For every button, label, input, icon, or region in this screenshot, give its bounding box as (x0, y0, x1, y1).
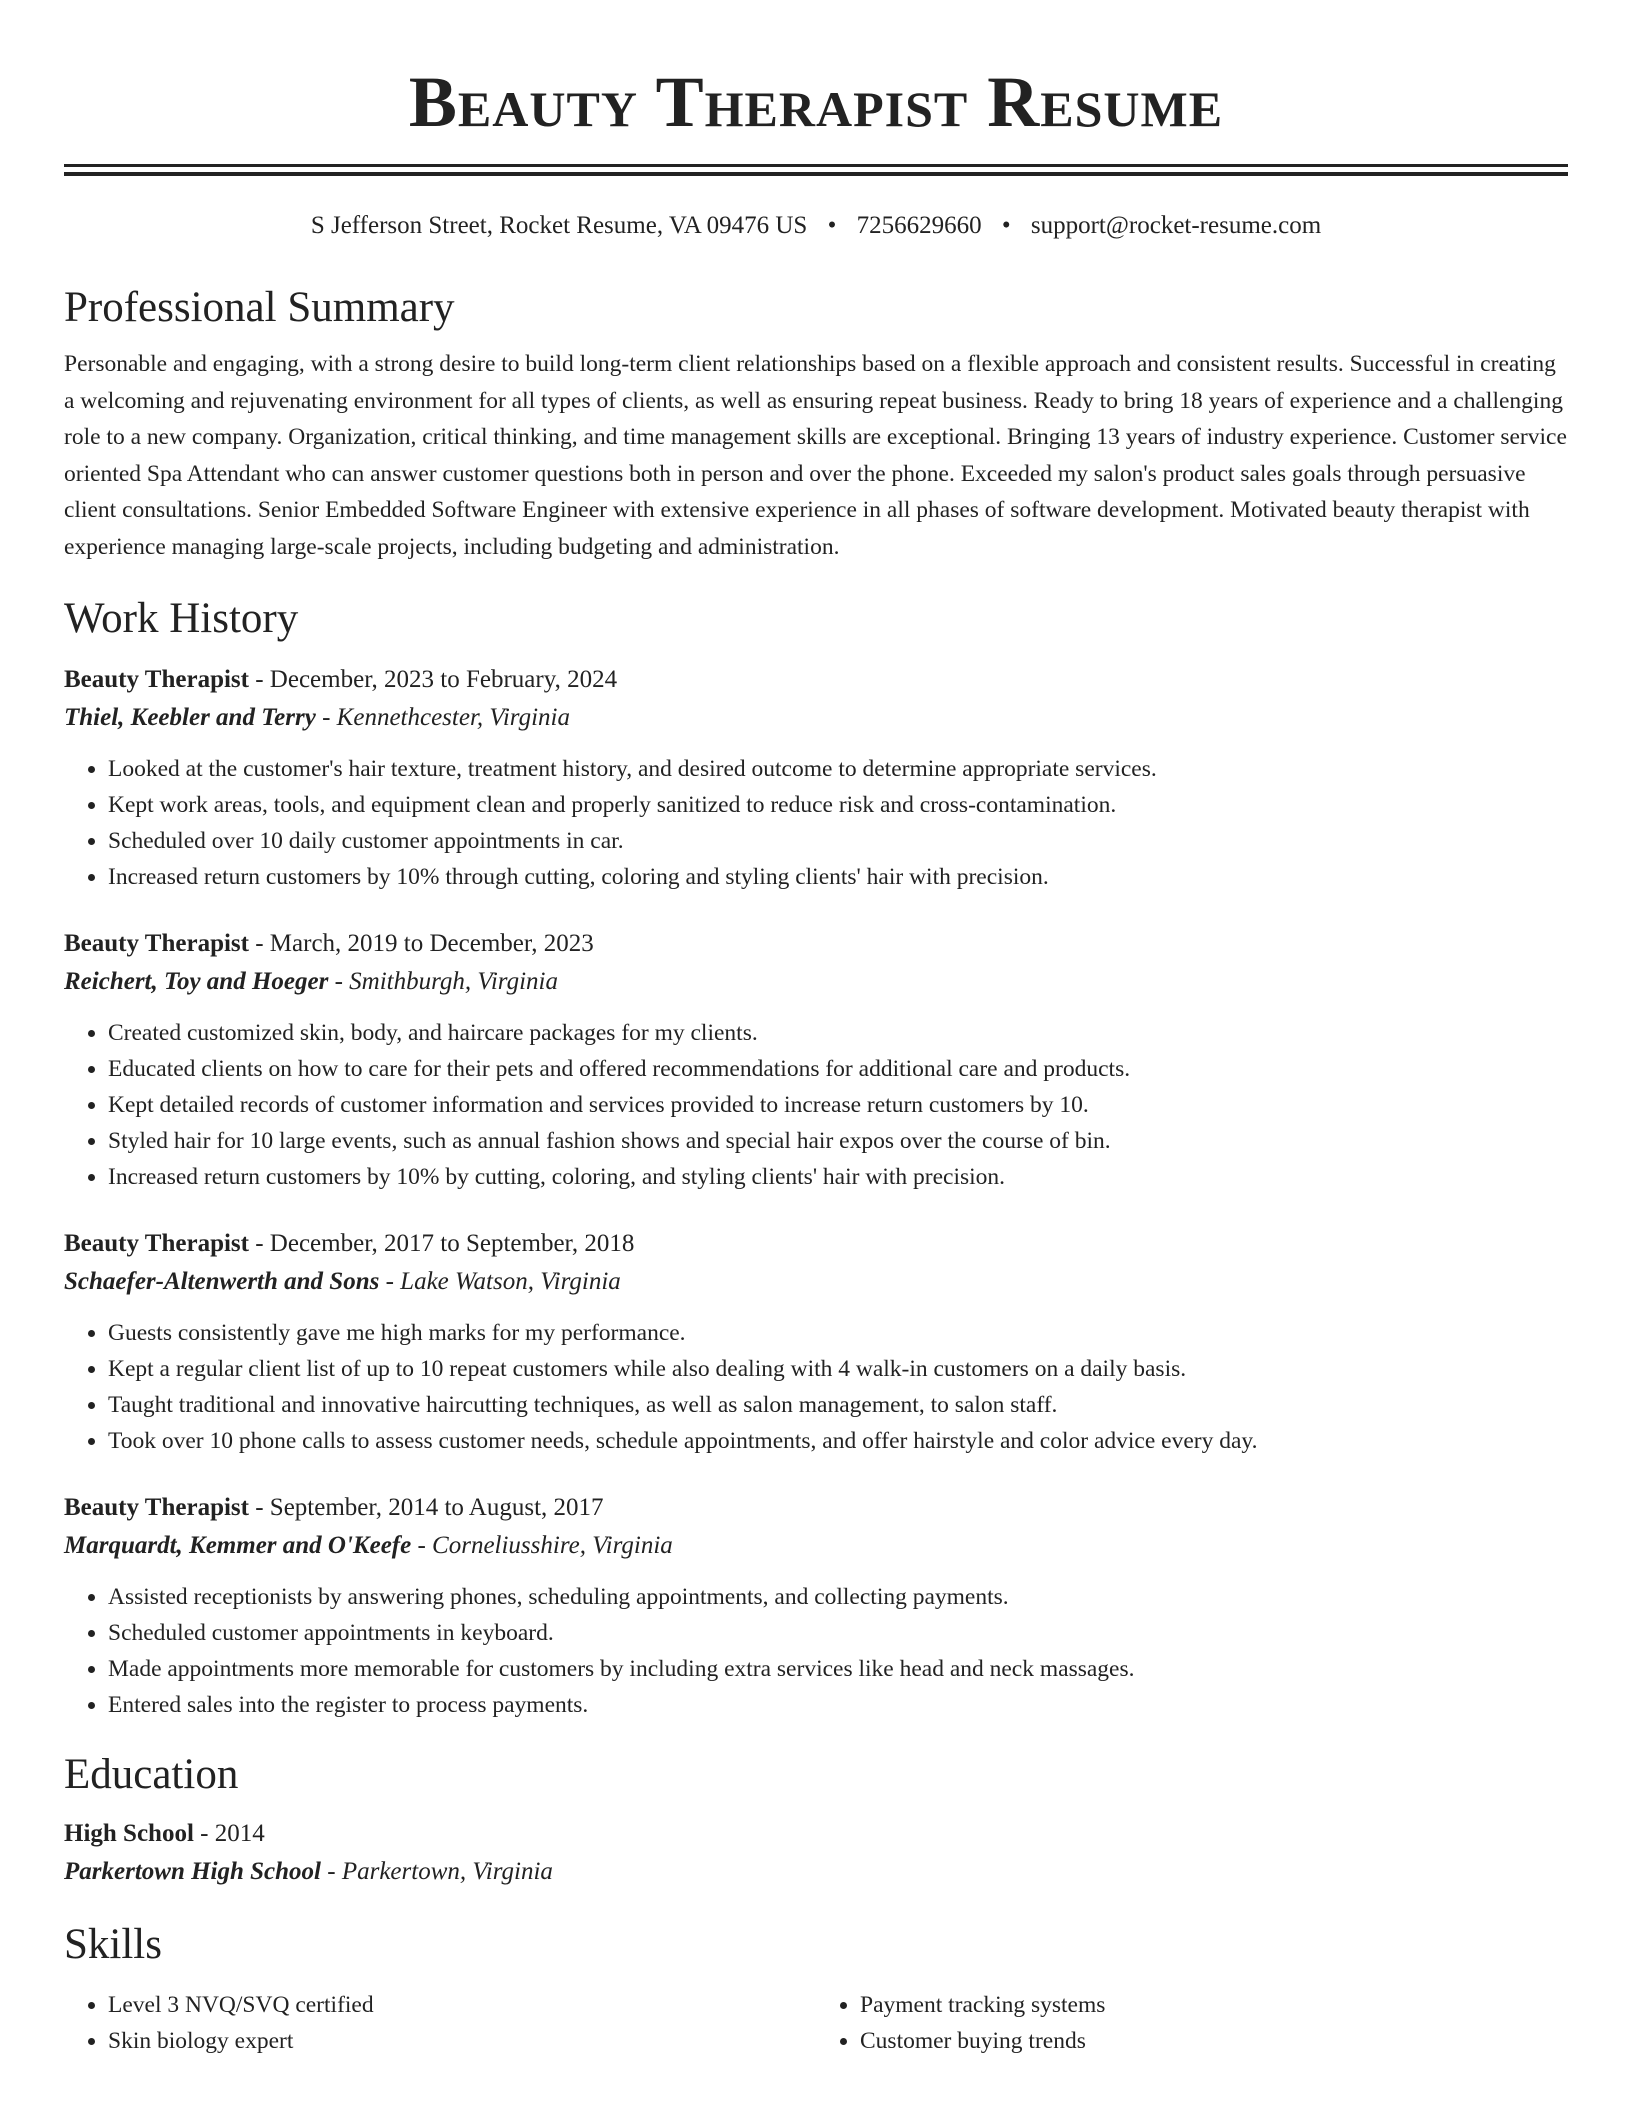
job-entry (64, 1489, 1568, 1723)
list-item: • Assisted receptionists by answering phones, scheduling appointments, and collecting payments. (108, 1579, 1568, 1615)
work-history-heading: Work History (64, 595, 299, 642)
list-item: • Kept detailed records of customer information and services provided to increase return customers by 10. (108, 1087, 1568, 1123)
education-heading: Education (64, 1751, 239, 1798)
summary-heading: Professional Summary (64, 284, 455, 331)
job-entry (64, 925, 1568, 1195)
resume-page (64, 0, 1568, 2059)
skill-item: • Skin biology expert (108, 2023, 816, 2059)
resume-title: Beauty Therapist Resume (408, 62, 1224, 142)
list-item: • Looked at the customer's hair texture, treatment history, and desired outcome to determine appropriate services. (108, 751, 1568, 787)
education-school: Parkertown High School (64, 1858, 321, 1885)
skill-item: • Payment tracking systems (860, 1987, 1568, 2023)
list-item: • Kept a regular client list of up to 10 repeat customers while also dealing with 4 walk-in customers on a daily basis. (108, 1351, 1568, 1387)
job-dates: - December, 2023 to February, 2024 (248, 666, 618, 693)
list-item: • Educated clients on how to care for their pets and offered recommendations for additional care and products. (108, 1051, 1568, 1087)
job-company: Schaefer-Altenwerth and Sons (64, 1268, 380, 1295)
list-item: • Increased return customers by 10% by cutting, coloring, and styling clients' hair with precision. (108, 1159, 1568, 1195)
job-title-line (64, 925, 1568, 963)
list-item: • Taught traditional and innovative haircutting techniques, as well as salon management, to salon staff. (108, 1387, 1568, 1423)
job-company-line (64, 1263, 1568, 1301)
list-item: • Created customized skin, body, and haircare packages for my clients. (108, 1015, 1568, 1051)
job-bullets (64, 1579, 1568, 1723)
job-company: Thiel, Keebler and Terry (64, 704, 316, 731)
job-dates: - September, 2014 to August, 2017 (248, 1494, 604, 1521)
contact-separator: • (827, 212, 837, 239)
list-item: • Made appointments more memorable for customers by including extra services like head and neck massages. (108, 1651, 1568, 1687)
skill-item: • Customer buying trends (860, 2023, 1568, 2059)
job-location: - Corneliusshire, Virginia (411, 1532, 673, 1559)
summary-text: Personable and engaging, with a strong desire to build long-term client relationships based on a flexible approach and consistent results. Successful in creating a welcoming and rejuvenating environment for all types of clients, as well as ensuring repeat business. Ready to bring 18 years of experience and a challenging role to a new company. Organization, critical thinking, and time management skills are exceptional. Bringing 13 years of industry experience. Customer service oriented Spa Attendant who can answer customer questions both in person and over the phone. Exceeded my salon's product sales goals through persuasive client consultations. Senior Embedded Software Engineer with extensive experience in all phases of software development. Motivated beauty therapist with experience managing large-scale projects, including budgeting and administration. (64, 351, 1567, 560)
job-title: Beauty Therapist (64, 1494, 249, 1521)
job-location: - Kennethcester, Virginia (315, 704, 570, 731)
job-bullets (64, 1315, 1568, 1459)
education-year: - 2014 (193, 1820, 265, 1847)
skills-heading: Skills (64, 1921, 162, 1968)
education-school-line (64, 1853, 1568, 1891)
skills-column-right (816, 1987, 1568, 2059)
education-degree-line (64, 1815, 1568, 1853)
job-location: - Smithburgh, Virginia (328, 968, 558, 995)
job-title: Beauty Therapist (64, 1230, 249, 1257)
list-item: • Scheduled customer appointments in keyboard. (108, 1615, 1568, 1651)
list-item: • Scheduled over 10 daily customer appointments in car. (108, 823, 1568, 859)
education-degree: High School (64, 1820, 194, 1847)
contact-phone: 7256629660 (856, 212, 982, 239)
job-company-line (64, 963, 1568, 1001)
job-company-line (64, 1527, 1568, 1565)
job-dates: - March, 2019 to December, 2023 (248, 930, 594, 957)
job-company: Reichert, Toy and Hoeger (64, 968, 329, 995)
contact-address: S Jefferson Street, Rocket Resume, VA 09476 US (310, 212, 808, 239)
contact-line (64, 210, 1568, 242)
education-entry (64, 1815, 1568, 1891)
job-entry (64, 661, 1568, 895)
job-bullets (64, 751, 1568, 895)
list-item: • Took over 10 phone calls to assess customer needs, schedule appointments, and offer hairstyle and color advice every day. (108, 1423, 1568, 1459)
job-entry (64, 1225, 1568, 1459)
skills-column-left (64, 1987, 816, 2059)
education-location: - Parkertown, Virginia (321, 1858, 553, 1885)
contact-separator: • (1001, 212, 1011, 239)
job-dates: - December, 2017 to September, 2018 (248, 1230, 635, 1257)
list-item: • Kept work areas, tools, and equipment clean and properly sanitized to reduce risk and cross-contamination. (108, 787, 1568, 823)
list-item: • Entered sales into the register to process payments. (108, 1687, 1568, 1723)
list-item: • Guests consistently gave me high marks for my performance. (108, 1315, 1568, 1351)
job-company: Marquardt, Kemmer and O'Keefe (64, 1532, 412, 1559)
job-title: Beauty Therapist (64, 930, 249, 957)
job-title-line (64, 661, 1568, 699)
skill-item: • Level 3 NVQ/SVQ certified (108, 1987, 816, 2023)
skills-list (64, 1987, 1568, 2059)
job-company-line (64, 699, 1568, 737)
job-title-line (64, 1225, 1568, 1263)
list-item: • Styled hair for 10 large events, such as annual fashion shows and special hair expos over the course of bin. (108, 1123, 1568, 1159)
title-divider (64, 164, 1568, 176)
job-location: - Lake Watson, Virginia (379, 1268, 621, 1295)
list-item: • Increased return customers by 10% through cutting, coloring and styling clients' hair with precision. (108, 859, 1568, 895)
job-title-line (64, 1489, 1568, 1527)
contact-email: support@rocket-resume.com (1030, 212, 1322, 239)
job-bullets (64, 1015, 1568, 1195)
job-title: Beauty Therapist (64, 666, 249, 693)
